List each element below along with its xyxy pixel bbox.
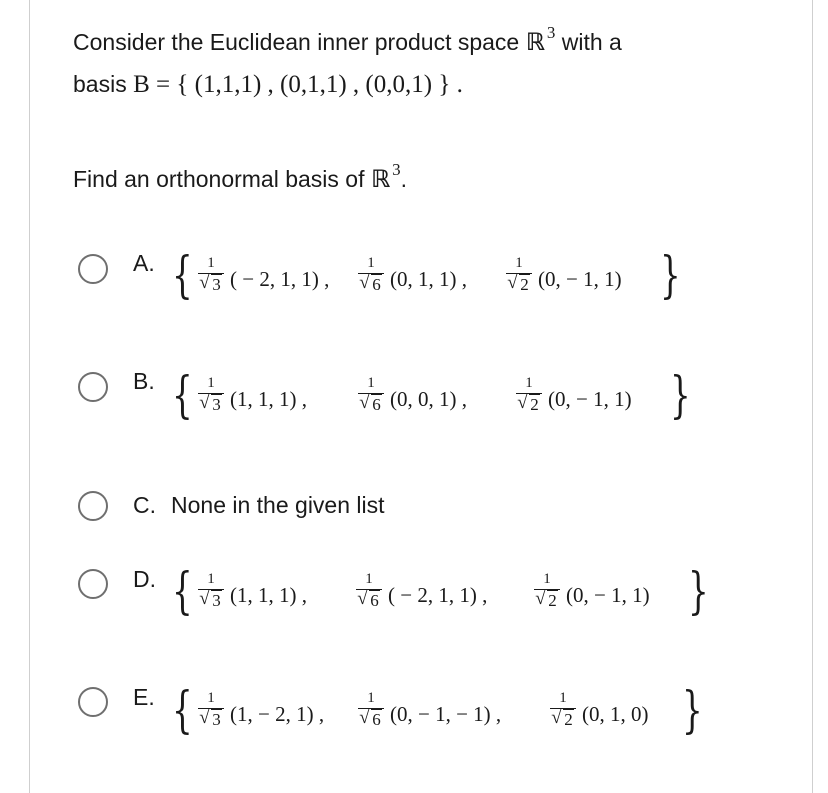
question-line-1 xyxy=(73,23,622,56)
vector-3: (0, − 1, 1) xyxy=(538,267,622,291)
fraction-1-over-root-2: 1 √ 2 xyxy=(530,570,564,612)
fraction-1-over-root-6: 1 √ 6 xyxy=(354,689,388,731)
open-brace: { xyxy=(172,681,193,739)
fraction-1-over-root-6: 1 √ 6 xyxy=(352,570,386,612)
open-brace: { xyxy=(172,562,193,620)
question-line-3 xyxy=(73,160,408,193)
fraction-1-over-root-6: 1 √ 6 xyxy=(354,374,388,416)
fraction-1-over-root-2: 1 √ 2 xyxy=(502,254,536,296)
space-exponent: 3 xyxy=(392,160,401,179)
vector-1: (1, 1, 1) , xyxy=(230,387,307,411)
task-text: Find an orthonormal basis of xyxy=(73,166,371,192)
fraction-1-over-root-2: 1 √ 2 xyxy=(512,374,546,416)
vector-2: ( − 2, 1, 1) , xyxy=(388,583,488,607)
option-c-letter: C. xyxy=(133,492,156,518)
question-text: Consider the Euclidean inner product space xyxy=(73,29,526,55)
close-brace: } xyxy=(688,562,709,620)
question-line-2 xyxy=(73,71,463,99)
option-d-formula xyxy=(172,562,732,642)
task-period: . xyxy=(400,166,408,192)
fraction-1-over-root-6: 1 √ 6 xyxy=(354,254,388,296)
open-brace: { xyxy=(172,246,193,304)
vector-2: (0, 1, 1) , xyxy=(390,267,467,291)
close-brace: } xyxy=(660,246,681,304)
option-e-letter: E. xyxy=(133,684,155,710)
card-right-border xyxy=(812,0,813,793)
space-exponent: 3 xyxy=(546,23,556,42)
vector-1: ( − 2, 1, 1) , xyxy=(230,267,330,291)
fraction-1-over-root-3: 1 √ 3 xyxy=(194,570,228,612)
close-brace: } xyxy=(682,681,703,739)
open-brace: { xyxy=(172,366,193,424)
close-brace: } xyxy=(670,366,691,424)
fraction-1-over-root-3: 1 √ 3 xyxy=(194,254,228,296)
option-b-letter: B. xyxy=(133,368,155,394)
space-symbol: ℝ xyxy=(370,165,391,193)
vector-2: (0, 0, 1) , xyxy=(390,387,467,411)
vector-3: (0, 1, 0) xyxy=(582,702,649,726)
card-left-border xyxy=(29,0,30,793)
basis-set: B = { (1,1,1) , (0,1,1) , (0,0,1) } . xyxy=(133,71,463,98)
option-a-formula xyxy=(172,246,732,326)
vector-1: (1, − 2, 1) , xyxy=(230,702,325,726)
option-b-radio[interactable] xyxy=(78,372,108,402)
vector-2: (0, − 1, − 1) , xyxy=(390,702,502,726)
basis-label: basis xyxy=(73,71,134,97)
fraction-1-over-root-3: 1 √ 3 xyxy=(194,374,228,416)
vector-3: (0, − 1, 1) xyxy=(566,583,650,607)
option-d-letter: D. xyxy=(133,566,156,592)
fraction-1-over-root-2: 1 √ 2 xyxy=(546,689,580,731)
option-d-radio[interactable] xyxy=(78,569,108,599)
option-b-formula xyxy=(172,366,732,446)
space-symbol: ℝ xyxy=(525,28,545,56)
vector-3: (0, − 1, 1) xyxy=(548,387,632,411)
vector-1: (1, 1, 1) , xyxy=(230,583,307,607)
option-c-text: None in the given list xyxy=(171,492,385,518)
option-c-radio[interactable] xyxy=(78,491,108,521)
option-a-letter: A. xyxy=(133,250,155,276)
option-e-formula xyxy=(172,681,732,761)
option-a-radio[interactable] xyxy=(78,254,108,284)
question-text-suffix: with a xyxy=(555,29,622,55)
fraction-1-over-root-3: 1 √ 3 xyxy=(194,689,228,731)
option-e-radio[interactable] xyxy=(78,687,108,717)
